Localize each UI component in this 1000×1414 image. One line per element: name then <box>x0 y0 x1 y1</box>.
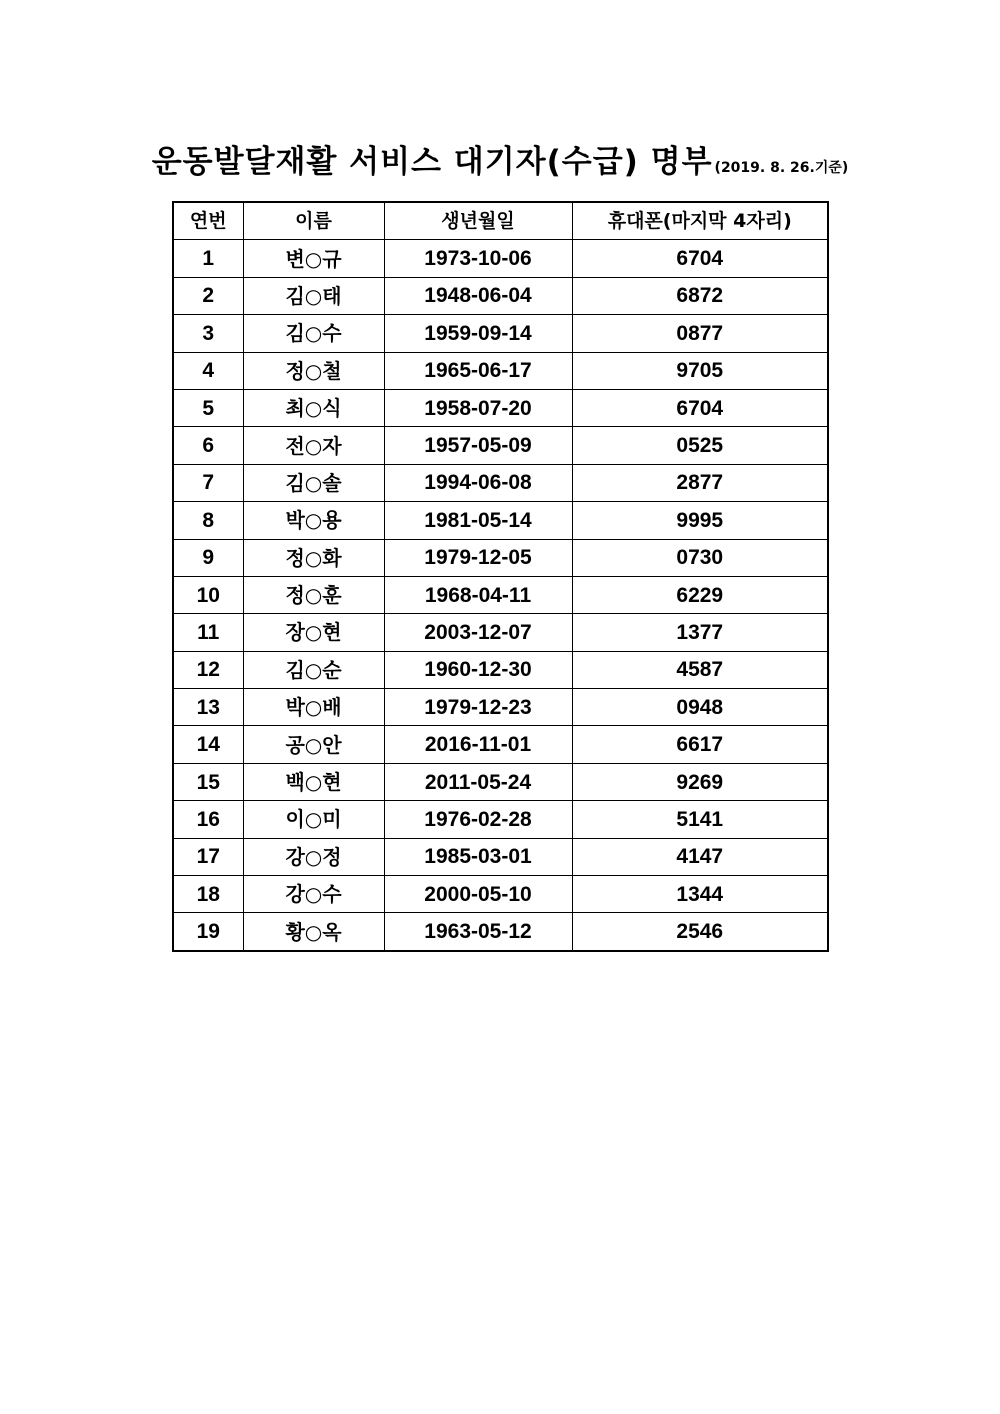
cell-phone: 5141 <box>572 801 828 838</box>
cell-no: 11 <box>173 614 243 651</box>
waitlist-table <box>172 201 829 952</box>
cell-no: 16 <box>173 801 243 838</box>
cell-no: 6 <box>173 427 243 464</box>
cell-no: 12 <box>173 651 243 688</box>
cell-no: 17 <box>173 838 243 875</box>
cell-birth: 2000-05-10 <box>384 876 572 913</box>
cell-birth: 2011-05-24 <box>384 763 572 800</box>
cell-phone: 6704 <box>572 240 828 277</box>
cell-no: 15 <box>173 763 243 800</box>
table-row <box>173 763 828 800</box>
cell-name: 김○순 <box>243 651 384 688</box>
cell-name: 장○현 <box>243 614 384 651</box>
cell-no: 14 <box>173 726 243 763</box>
table-body <box>173 240 828 951</box>
cell-phone: 4587 <box>572 651 828 688</box>
cell-name: 강○정 <box>243 838 384 875</box>
table-row <box>173 315 828 352</box>
cell-phone: 6229 <box>572 576 828 613</box>
cell-name: 김○수 <box>243 315 384 352</box>
cell-birth: 2003-12-07 <box>384 614 572 651</box>
table-row <box>173 614 828 651</box>
cell-phone: 6704 <box>572 389 828 426</box>
cell-name: 백○현 <box>243 763 384 800</box>
cell-name: 박○용 <box>243 502 384 539</box>
cell-phone: 4147 <box>572 838 828 875</box>
cell-name: 정○화 <box>243 539 384 576</box>
cell-no: 1 <box>173 240 243 277</box>
table-row <box>173 838 828 875</box>
cell-no: 8 <box>173 502 243 539</box>
cell-birth: 1985-03-01 <box>384 838 572 875</box>
table-row <box>173 876 828 913</box>
cell-birth: 1981-05-14 <box>384 502 572 539</box>
cell-phone: 9995 <box>572 502 828 539</box>
table-row <box>173 352 828 389</box>
cell-birth: 1976-02-28 <box>384 801 572 838</box>
cell-name: 김○솔 <box>243 464 384 501</box>
cell-name: 황○옥 <box>243 913 384 951</box>
cell-name: 최○식 <box>243 389 384 426</box>
table-row <box>173 913 828 951</box>
cell-name: 정○철 <box>243 352 384 389</box>
cell-no: 5 <box>173 389 243 426</box>
cell-name: 박○배 <box>243 689 384 726</box>
column-header-birth: 생년월일 <box>384 202 572 240</box>
cell-phone: 6617 <box>572 726 828 763</box>
cell-phone: 0525 <box>572 427 828 464</box>
cell-name: 강○수 <box>243 876 384 913</box>
table-header <box>173 202 828 240</box>
table-row <box>173 801 828 838</box>
cell-birth: 1994-06-08 <box>384 464 572 501</box>
cell-no: 2 <box>173 277 243 314</box>
cell-birth: 1960-12-30 <box>384 651 572 688</box>
cell-no: 19 <box>173 913 243 951</box>
cell-no: 3 <box>173 315 243 352</box>
cell-no: 10 <box>173 576 243 613</box>
cell-birth: 1979-12-23 <box>384 689 572 726</box>
cell-birth: 1957-05-09 <box>384 427 572 464</box>
cell-birth: 1958-07-20 <box>384 389 572 426</box>
cell-birth: 1959-09-14 <box>384 315 572 352</box>
cell-birth: 1973-10-06 <box>384 240 572 277</box>
cell-phone: 9269 <box>572 763 828 800</box>
table-row <box>173 576 828 613</box>
cell-name: 정○훈 <box>243 576 384 613</box>
cell-phone: 6872 <box>572 277 828 314</box>
cell-phone: 1377 <box>572 614 828 651</box>
cell-phone: 0730 <box>572 539 828 576</box>
column-header-no: 연번 <box>173 202 243 240</box>
table-row <box>173 389 828 426</box>
table-row <box>173 689 828 726</box>
cell-birth: 1968-04-11 <box>384 576 572 613</box>
table-row <box>173 651 828 688</box>
cell-name: 전○자 <box>243 427 384 464</box>
table-row <box>173 240 828 277</box>
cell-birth: 1979-12-05 <box>384 539 572 576</box>
table-row <box>173 726 828 763</box>
column-header-name: 이름 <box>243 202 384 240</box>
cell-phone: 0877 <box>572 315 828 352</box>
cell-phone: 0948 <box>572 689 828 726</box>
table-row <box>173 427 828 464</box>
table-row <box>173 539 828 576</box>
cell-birth: 1965-06-17 <box>384 352 572 389</box>
cell-birth: 1948-06-04 <box>384 277 572 314</box>
reference-date: (2019. 8. 26.기준) <box>714 160 849 176</box>
cell-phone: 9705 <box>572 352 828 389</box>
cell-name: 공○안 <box>243 726 384 763</box>
cell-no: 4 <box>173 352 243 389</box>
table-row <box>173 277 828 314</box>
cell-phone: 2877 <box>572 464 828 501</box>
cell-no: 18 <box>173 876 243 913</box>
cell-birth: 2016-11-01 <box>384 726 572 763</box>
cell-no: 13 <box>173 689 243 726</box>
cell-no: 9 <box>173 539 243 576</box>
header-row <box>173 202 828 240</box>
cell-name: 이○미 <box>243 801 384 838</box>
table-row <box>173 464 828 501</box>
document-title: 운동발달재활 서비스 대기자(수급) 명부 <box>151 144 713 180</box>
cell-birth: 1963-05-12 <box>384 913 572 951</box>
document-header <box>0 136 1000 181</box>
table-row <box>173 502 828 539</box>
cell-name: 김○태 <box>243 277 384 314</box>
cell-phone: 1344 <box>572 876 828 913</box>
cell-no: 7 <box>173 464 243 501</box>
column-header-phone: 휴대폰(마지막 4자리) <box>572 202 828 240</box>
cell-name: 변○규 <box>243 240 384 277</box>
cell-phone: 2546 <box>572 913 828 951</box>
